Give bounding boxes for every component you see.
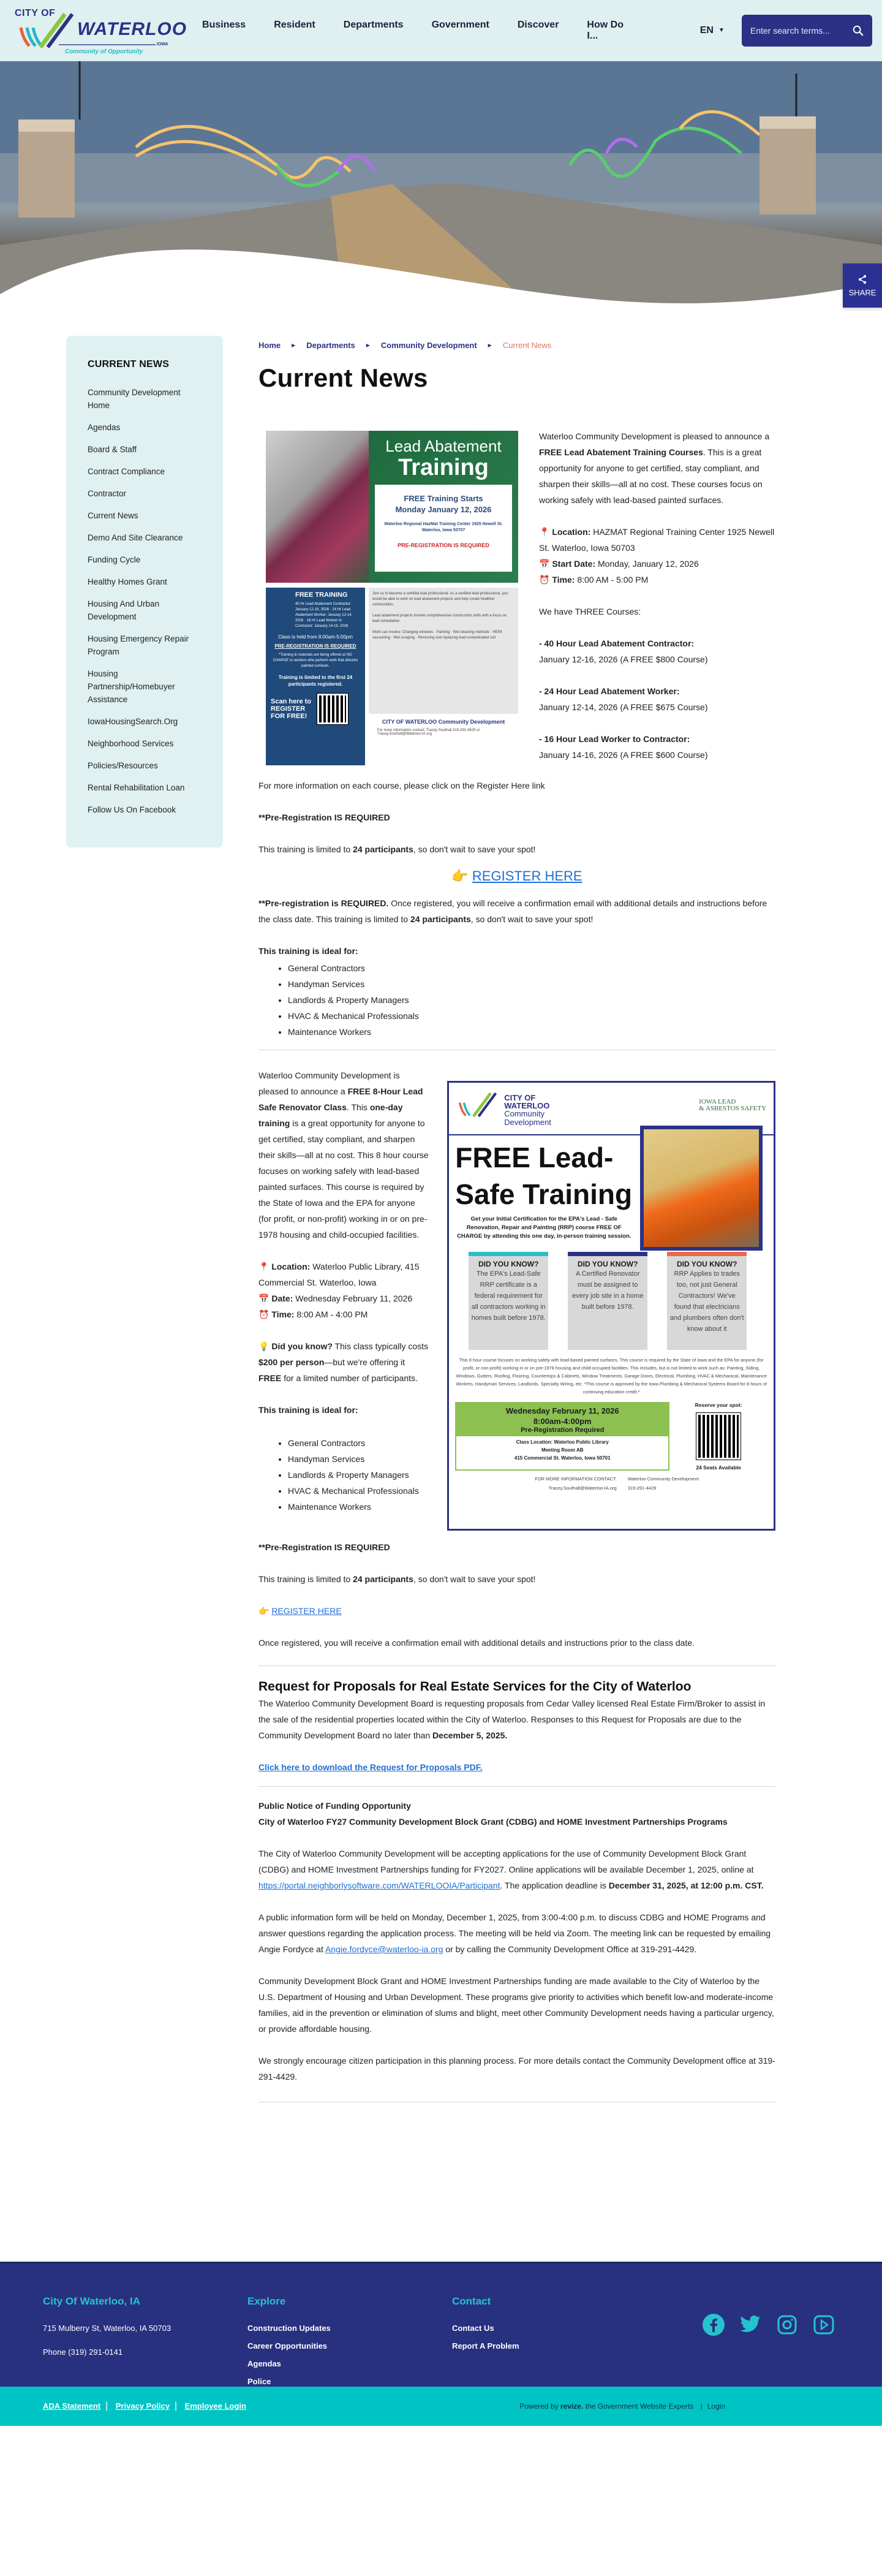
- sidebar-item-rental-rehabilitation-loan[interactable]: Rental Rehabilitation Loan: [88, 783, 185, 792]
- sidebar-item-neighborhood-services[interactable]: Neighborhood Services: [88, 739, 174, 748]
- flyer-prereg: PRE-REGISTRATION IS REQUIRED: [398, 542, 489, 548]
- ideal-for-title: This training is ideal for:: [258, 1405, 358, 1415]
- funding-title-2: City of Waterloo FY27 Community Development Block Grant (CDBG) and HOME Investment Partnerships Programs: [258, 1817, 728, 1827]
- register-here-link[interactable]: REGISTER HERE: [271, 1606, 342, 1616]
- revize-link[interactable]: revize.: [560, 2402, 584, 2411]
- lead-safe-flyer-image[interactable]: [447, 1081, 775, 1531]
- lead-safe-location: 📍 Location: Waterloo Public Library, 415 Commercial St. Waterloo, Iowa: [258, 1262, 420, 1287]
- sidebar: [66, 336, 223, 847]
- logo-tagline: Community of Opportunity: [65, 48, 143, 55]
- flyer-projects: Lead abatement projects involve comprehensive construction skills with a focus on lead remediation.: [372, 614, 507, 623]
- list-item: • HVAC & Mechanical Professionals: [288, 1483, 429, 1499]
- lead-abatement-flyer-image[interactable]: [266, 431, 518, 769]
- site-header: [0, 0, 882, 61]
- rfp-download: [258, 1759, 775, 1775]
- footer-org-title: City Of Waterloo, IA: [43, 2295, 140, 2307]
- sidebar-item-housing-partnership[interactable]: Housing Partnership/Homebuyer Assistance: [88, 669, 175, 704]
- sidebar-item-housing-urban-development[interactable]: Housing And Urban Development: [88, 599, 160, 621]
- sidebar-item-housing-emergency-repair[interactable]: Housing Emergency Repair Program: [88, 634, 189, 656]
- worker-photo: [266, 431, 369, 583]
- flyer-prereg-2: PRE-REGISTRATION IS REQUIRED: [274, 643, 356, 649]
- flyer-logo-line: Community: [504, 1109, 545, 1118]
- alarm-clock-icon: ⏰: [539, 575, 550, 585]
- register-here-small: [258, 1603, 775, 1619]
- flyer-body: This 8 hour course focuses on working safely with lead-based painted surfaces. This course is required by the State of Iowa and the EPA for anyone (for profit, or non-profit) working in or on pre-1978 housing and child-occupied facilities. This includes, but is not limited to work such as: Painting, Siding, Windows, Gutters, Roofing, Flooring, Countertops & Cabinets, Window Treatments, Garage Doors, Electrical, Plumbing, HVAC & Mechanical, Maintenance Workers, Handyman Services, Landlords, Specialty Wiring, etc. *This course is approved by the Iowa Plumbing & Mechanical Systems Board for 8 hours of continuing education credit.*: [456, 1357, 767, 1395]
- facebook-icon[interactable]: [701, 2313, 726, 2337]
- waterloo-wave-icon: [456, 1088, 499, 1122]
- flyer-reserve: Reserve your spot: 24 Seats Available: [695, 1402, 742, 1471]
- sub-footer: [0, 2387, 882, 2426]
- page-title: Current News: [258, 363, 428, 392]
- breadcrumb: [258, 341, 775, 350]
- sidebar-item-contractor[interactable]: Contractor: [88, 489, 127, 498]
- nav-government[interactable]: Government: [431, 19, 489, 30]
- lead-safe-article: [258, 1067, 775, 1651]
- share-icon: [858, 275, 867, 284]
- main-nav: [202, 20, 658, 42]
- flyer-free-training: FREE TRAINING: [295, 591, 348, 599]
- instagram-icon[interactable]: [775, 2313, 799, 2337]
- logo-waterloo-text: WATERLOO: [77, 18, 187, 39]
- language-selector[interactable]: [700, 25, 725, 36]
- dyk-card: DID YOU KNOW? The EPA's Lead-Safe RRP certificate is a federal requirement for all contractors working in homes built before 1978.: [469, 1252, 548, 1350]
- sidebar-item-board-staff[interactable]: Board & Staff: [88, 445, 137, 454]
- course-name: - 16 Hour Lead Worker to Contractor:: [539, 734, 690, 744]
- prereg-details: **Pre-registration is REQUIRED. Once registered, you will receive a confirmation email with additional details and instructions before the class date. This training is limited to 24 participants, so don't wait to save your spot!: [258, 898, 767, 924]
- flyer-starts: FREE Training Starts: [404, 494, 483, 503]
- list-item: • General Contractors: [288, 960, 775, 976]
- lead-safe-details: [258, 1067, 429, 1531]
- did-you-know-cards: [469, 1252, 767, 1350]
- register-here-big: [258, 868, 775, 884]
- sidebar-item-healthy-homes-grant[interactable]: Healthy Homes Grant: [88, 577, 167, 586]
- login-link[interactable]: Login: [707, 2402, 725, 2411]
- search-icon[interactable]: [853, 25, 864, 36]
- share-button[interactable]: [843, 263, 882, 308]
- funding-paragraph-2: A public information form will be held on Monday, December 1, 2025, from 3:00-4:00 p.m. to discuss CDBG and HOME Programs and answer questions regarding the application process. The meeting will be held via Zoom. The meeting link can be requested by emailing Angie Fordyce at Angie.fordyce@waterloo-ia.org or by calling the Community Development Office at 319-291-4429.: [258, 1912, 771, 1954]
- rfp-title: Request for Proposals for Real Estate Services for the City of Waterloo: [258, 1680, 692, 1694]
- list-item: • Landlords & Property Managers: [288, 992, 775, 1008]
- logo-city-text: CITY OF: [15, 7, 56, 18]
- calendar-icon: 📅: [258, 1294, 270, 1303]
- lead-safe-time: ⏰ Time: 8:00 AM - 4:00 PM: [258, 1309, 368, 1319]
- register-here-link[interactable]: REGISTER HERE: [472, 868, 582, 884]
- iowa-lead-asbestos-logo: IOWA LEAD & ASBESTOS SAFETY: [699, 1098, 766, 1112]
- pin-icon: 📍: [258, 1262, 270, 1271]
- pin-icon: 📍: [539, 527, 550, 537]
- flyer-limited: Training is limited to the first 24 participants registered.: [278, 675, 353, 687]
- dyk-card: DID YOU KNOW? A Certified Renovator must be assigned to every job site in a home built before 1978.: [568, 1252, 647, 1350]
- flyer-start-date: Monday January 12, 2026: [395, 505, 492, 514]
- list-item: • General Contractors: [288, 1435, 429, 1451]
- sidebar-item-agendas[interactable]: Agendas: [88, 423, 121, 432]
- dyk-card: DID YOU KNOW? RRP Applies to trades too, not just General Contractors! We've found that electricians and plumbers often don't know about it: [667, 1252, 747, 1350]
- qr-code-icon: [317, 694, 348, 724]
- rfp-pdf-link[interactable]: Click here to download the Request for Proposals PDF.: [258, 1762, 483, 1772]
- email-angie-link[interactable]: Angie.fordyce@waterloo-ia.org: [325, 1944, 443, 1954]
- search-box: [742, 15, 872, 47]
- footer-contact-title: Contact: [452, 2295, 491, 2307]
- breadcrumb-community-development[interactable]: Community Development: [380, 341, 477, 350]
- logo-state-text: IOWA: [157, 42, 168, 47]
- share-label: SHARE: [848, 287, 876, 297]
- flyer-title: FREE Lead-Safe Training: [455, 1142, 633, 1210]
- lead-abatement-time: ⏰ Time: 8:00 AM - 5:00 PM: [539, 575, 649, 585]
- neighborly-portal-link[interactable]: https://portal.neighborlysoftware.com/WATERLOOIA/Participant: [258, 1881, 500, 1890]
- rfp-text: The Waterloo Community Development Board is requesting proposals from Cedar Valley licensed Real Estate Firm/Broker to assist in the sale of the residential properties located within the City of Waterloo. Responses to this Request for Proposals are due to the Community Development Board no later than December 5, 2025.: [258, 1699, 766, 1740]
- bridge-photo: [0, 61, 882, 306]
- nav-discover[interactable]: Discover: [517, 19, 559, 30]
- breadcrumb-current: Current News: [502, 341, 552, 350]
- funding-paragraph-1: The City of Waterloo Community Development will be accepting applications for the use of Community Development Block Grant (CDBG) and HOME Investment Partnerships funding for FY2027. Online applications will be available December 1, 2025, online at https://portal.neighborlysoftware.com/WATERLOOIA/Participant. The application deadline is December 31, 2025, at 12:00 p.m. CST.: [258, 1849, 764, 1890]
- breadcrumb-separator-icon: ▶: [488, 343, 492, 348]
- pointing-hand-icon: 👉: [451, 868, 469, 884]
- flyer-scan-text: Scan here to REGISTER FOR FREE!: [271, 698, 312, 720]
- prereg-required: **Pre-Registration IS REQUIRED: [258, 813, 390, 822]
- flyer-contact: FOR MORE INFORMATION CONTACT: Tracey.Southall@Waterloo-IA.org Waterloo Community Development 319-291-4429: [535, 1476, 699, 1491]
- lead-abatement-location: 📍 Location: HAZMAT Regional Training Center 1925 Newell St. Waterloo, Iowa 50703: [539, 527, 775, 553]
- flyer-class-hours: Class is held from 8:00am-5:00pm: [278, 634, 353, 640]
- funding-paragraph-3: Community Development Block Grant and HOME Investment Partnerships funding are made available to the City of Waterloo by the U.S. Department of Housing and Urban Development. These programs give priority to activities which benefit low-and moderate-income families, aid in the prevention or elimination of slums and blight, meet other Community Development needs having a particular urgency, or provide affordable housing.: [258, 1976, 774, 2034]
- ideal-for-list: [288, 960, 775, 1040]
- ada-statement-link[interactable]: ADA Statement: [43, 2401, 101, 2411]
- search-input[interactable]: [750, 26, 842, 36]
- hero-banner: [0, 61, 882, 306]
- section-divider: [258, 1786, 775, 1787]
- breadcrumb-separator-icon: ▶: [292, 343, 296, 348]
- lead-abatement-start-date: 📅 Start Date: Monday, January 12, 2026: [539, 559, 699, 569]
- course-detail: January 12-14, 2026 (A FREE $675 Course): [539, 702, 708, 712]
- funding-title-1: Public Notice of Funding Opportunity: [258, 1801, 411, 1811]
- sidebar-item-iowa-housing-search[interactable]: IowaHousingSearch.Org: [88, 717, 178, 726]
- footer-link-report-problem[interactable]: Report A Problem: [452, 2341, 519, 2351]
- city-logo[interactable]: [10, 3, 187, 58]
- nav-departments[interactable]: Departments: [343, 19, 404, 30]
- flyer-title-1: Lead Abatement: [385, 437, 502, 455]
- funding-paragraph-4: We strongly encourage citizen participation in this planning process. For more details contact the Community Development office at 319-291-4429.: [258, 2056, 775, 2082]
- sidebar-item-demo-site-clearance[interactable]: Demo And Site Clearance: [88, 533, 183, 542]
- participants-limit: This training is limited to 24 participants, so don't wait to save your spot!: [258, 844, 536, 854]
- youtube-icon[interactable]: [812, 2313, 836, 2337]
- employee-login-link[interactable]: Employee Login: [184, 2401, 246, 2411]
- sidebar-item-policies-resources[interactable]: Policies/Resources: [88, 761, 158, 770]
- list-item: • Handyman Services: [288, 1451, 429, 1467]
- ideal-for-title: This training is ideal for:: [258, 946, 358, 956]
- lead-safe-intro: Waterloo Community Development is pleased to announce a FREE 8-Hour Lead Safe Renovator Class. This one-day training is a great opportunity for anyone to get certified, stay compliant, and sharpen their skills—all at no cost. This 8 hour course focuses on working safely with lead-based painted surfaces. This course is required by the State of Iowa and the EPA for anyone (for profit, or non-profit) working in or on pre-1978 housing and child-occupied facilities.: [258, 1070, 429, 1240]
- flyer-title-2: Training: [398, 455, 489, 480]
- flyer-logo-line: WATERLOO: [504, 1101, 550, 1110]
- sidebar-item-community-development-home[interactable]: Community Development Home: [88, 388, 181, 410]
- flyer-contact: For more information contact: Tracey Southall 319-291-4429 or Tracey.Southall@Waterloo-IA.org: [377, 729, 480, 736]
- privacy-policy-link[interactable]: Privacy Policy: [115, 2401, 170, 2411]
- footer-org: [43, 2295, 171, 2371]
- course-name: - 40 Hour Lead Abatement Contractor:: [539, 638, 695, 648]
- legal-links: ADA Statement | Privacy Policy | Employee Login: [43, 2401, 246, 2411]
- footer-address: 715 Mulberry St, Waterloo, IA 50703: [43, 2324, 172, 2333]
- calendar-icon: 📅: [539, 559, 550, 569]
- footer-link-career-opportunities[interactable]: Career Opportunities: [247, 2341, 328, 2351]
- qr-code-icon: [696, 1413, 741, 1460]
- funding-notice-article: [258, 1798, 775, 2085]
- flyer-courses: 40 Hr Lead Abatement Contractor: January 12-16, 2026 · 24 Hr Lead Abatement Worker: January 12-14, 2026 · 16 Hr Lead Worker to Contractor: January 14-16, 2026: [295, 602, 353, 628]
- logo-rule: [59, 44, 156, 45]
- footer-explore: [247, 2295, 331, 2395]
- flyer-logo-line: Development: [504, 1118, 551, 1127]
- footer-phone: Phone (319) 291-0141: [43, 2347, 123, 2357]
- flyer-event-box: Wednesday February 11, 2026 8:00am-4:00pm Pre-Registration Required Class Location: Waterloo Public Library Meeting Room AB 415 Commercial St. Waterloo, Iowa 50701: [455, 1402, 669, 1471]
- more-info-text: For more information on each course, please click on the Register Here link: [258, 781, 545, 790]
- flyer-location: Waterloo Regional HazMat Training Center 1925 Newell St. Waterloo, Iowa 50707: [384, 522, 503, 532]
- footer-link-agendas[interactable]: Agendas: [247, 2359, 281, 2368]
- alarm-clock-icon: ⏰: [258, 1309, 270, 1319]
- courses-intro: We have THREE Courses:: [539, 607, 641, 616]
- confirmation-text: Once registered, you will receive a confirmation email with additional details and instructions prior to the class date.: [258, 1638, 695, 1648]
- sidebar-item-funding-cycle[interactable]: Funding Cycle: [88, 555, 141, 564]
- course-detail: January 14-16, 2026 (A FREE $600 Course): [539, 750, 708, 760]
- list-item: • HVAC & Mechanical Professionals: [288, 1008, 775, 1024]
- course-name: - 24 Hour Lead Abatement Worker:: [539, 686, 680, 696]
- flyer-work-involve: Work can involve: Changing windows · Painting · Wet cleaning methods · HEPA vacuuming · Wet scraping · Removing and replacing lead-contaminated soil: [372, 631, 502, 640]
- painter-photo: [640, 1126, 763, 1251]
- lead-abatement-intro: Waterloo Community Development is pleased to announce a FREE Lead Abatement Training Courses. This is a great opportunity for anyone to get certified, stay compliant, and sharpen their skills—all at no cost. These courses focus on working safely with lead-based painted surfaces.: [539, 431, 770, 505]
- participants-limit: This training is limited to 24 participants, so don't wait to save your spot!: [258, 1574, 536, 1584]
- chevron-down-icon: ▼: [718, 27, 725, 34]
- flyer-join: Join us to become a certified lead professional. As a certified lead professional, you would be able to work on lead abatement projects and help create healthier communities.: [372, 592, 508, 607]
- breadcrumb-separator-icon: ▶: [366, 343, 370, 348]
- page-layout: [0, 336, 882, 2120]
- site-footer: [0, 2262, 882, 2387]
- course-detail: January 12-16, 2026 (A FREE $800 Course): [539, 654, 708, 664]
- nav-how-do-i[interactable]: How Do I...: [587, 19, 624, 41]
- flyer-logo: CITY OF WATERLOO Community Development: [382, 719, 505, 725]
- list-item: • Landlords & Property Managers: [288, 1467, 429, 1483]
- list-item: • Maintenance Workers: [288, 1499, 429, 1515]
- sidebar-item-follow-facebook[interactable]: Follow Us On Facebook: [88, 805, 176, 814]
- breadcrumb-departments[interactable]: Departments: [306, 341, 355, 350]
- did-you-know: 💡 Did you know? This class typically costs $200 per person—but we're offering it FREE for a limited number of participants.: [258, 1341, 429, 1383]
- sidebar-item-contract-compliance[interactable]: Contract Compliance: [88, 467, 165, 476]
- footer-link-police[interactable]: Police: [247, 2377, 271, 2386]
- prereg-required: **Pre-Registration IS REQUIRED: [258, 1542, 390, 1552]
- sidebar-title: CURRENT NEWS: [88, 359, 170, 369]
- social-links: [701, 2313, 836, 2337]
- breadcrumb-home[interactable]: Home: [258, 341, 281, 350]
- section-divider: [258, 1665, 775, 1666]
- footer-contact: [452, 2295, 519, 2359]
- list-item: • Maintenance Workers: [288, 1024, 775, 1040]
- lead-safe-date: 📅 Date: Wednesday February 11, 2026: [258, 1294, 413, 1303]
- nav-resident[interactable]: Resident: [274, 19, 315, 30]
- footer-link-contact-us[interactable]: Contact Us: [452, 2324, 494, 2333]
- flyer-subtitle: Get your Initial Certification for the EPA's Lead - Safe Renovation, Repair and Painting (RRP) course FREE OF CHARGE by attending this one day, in-person training session.: [457, 1216, 631, 1240]
- flyer-no-charge: *Training & materials are being offered at NO CHARGE to workers who perform work that disturbs painted surfaces.: [273, 653, 358, 668]
- nav-business[interactable]: Business: [202, 19, 246, 30]
- language-label: EN: [699, 25, 714, 36]
- powered-by: Powered by revize. the Government Website Experts | Login: [519, 2402, 725, 2411]
- sidebar-item-current-news[interactable]: Current News: [88, 511, 138, 520]
- flyer-logo-line: CITY OF: [504, 1093, 536, 1102]
- footer-link-construction-updates[interactable]: Construction Updates: [247, 2324, 331, 2333]
- ideal-for-list: [288, 1435, 429, 1515]
- lightbulb-icon: 💡: [258, 1341, 270, 1351]
- list-item: • Handyman Services: [288, 976, 775, 992]
- rfp-article: [258, 1678, 775, 1775]
- lead-abatement-article: [258, 428, 775, 1040]
- pointing-hand-icon: 👉: [258, 1606, 270, 1616]
- footer-explore-title: Explore: [247, 2295, 286, 2307]
- twitter-icon[interactable]: [738, 2313, 763, 2337]
- main-content: [258, 336, 775, 2120]
